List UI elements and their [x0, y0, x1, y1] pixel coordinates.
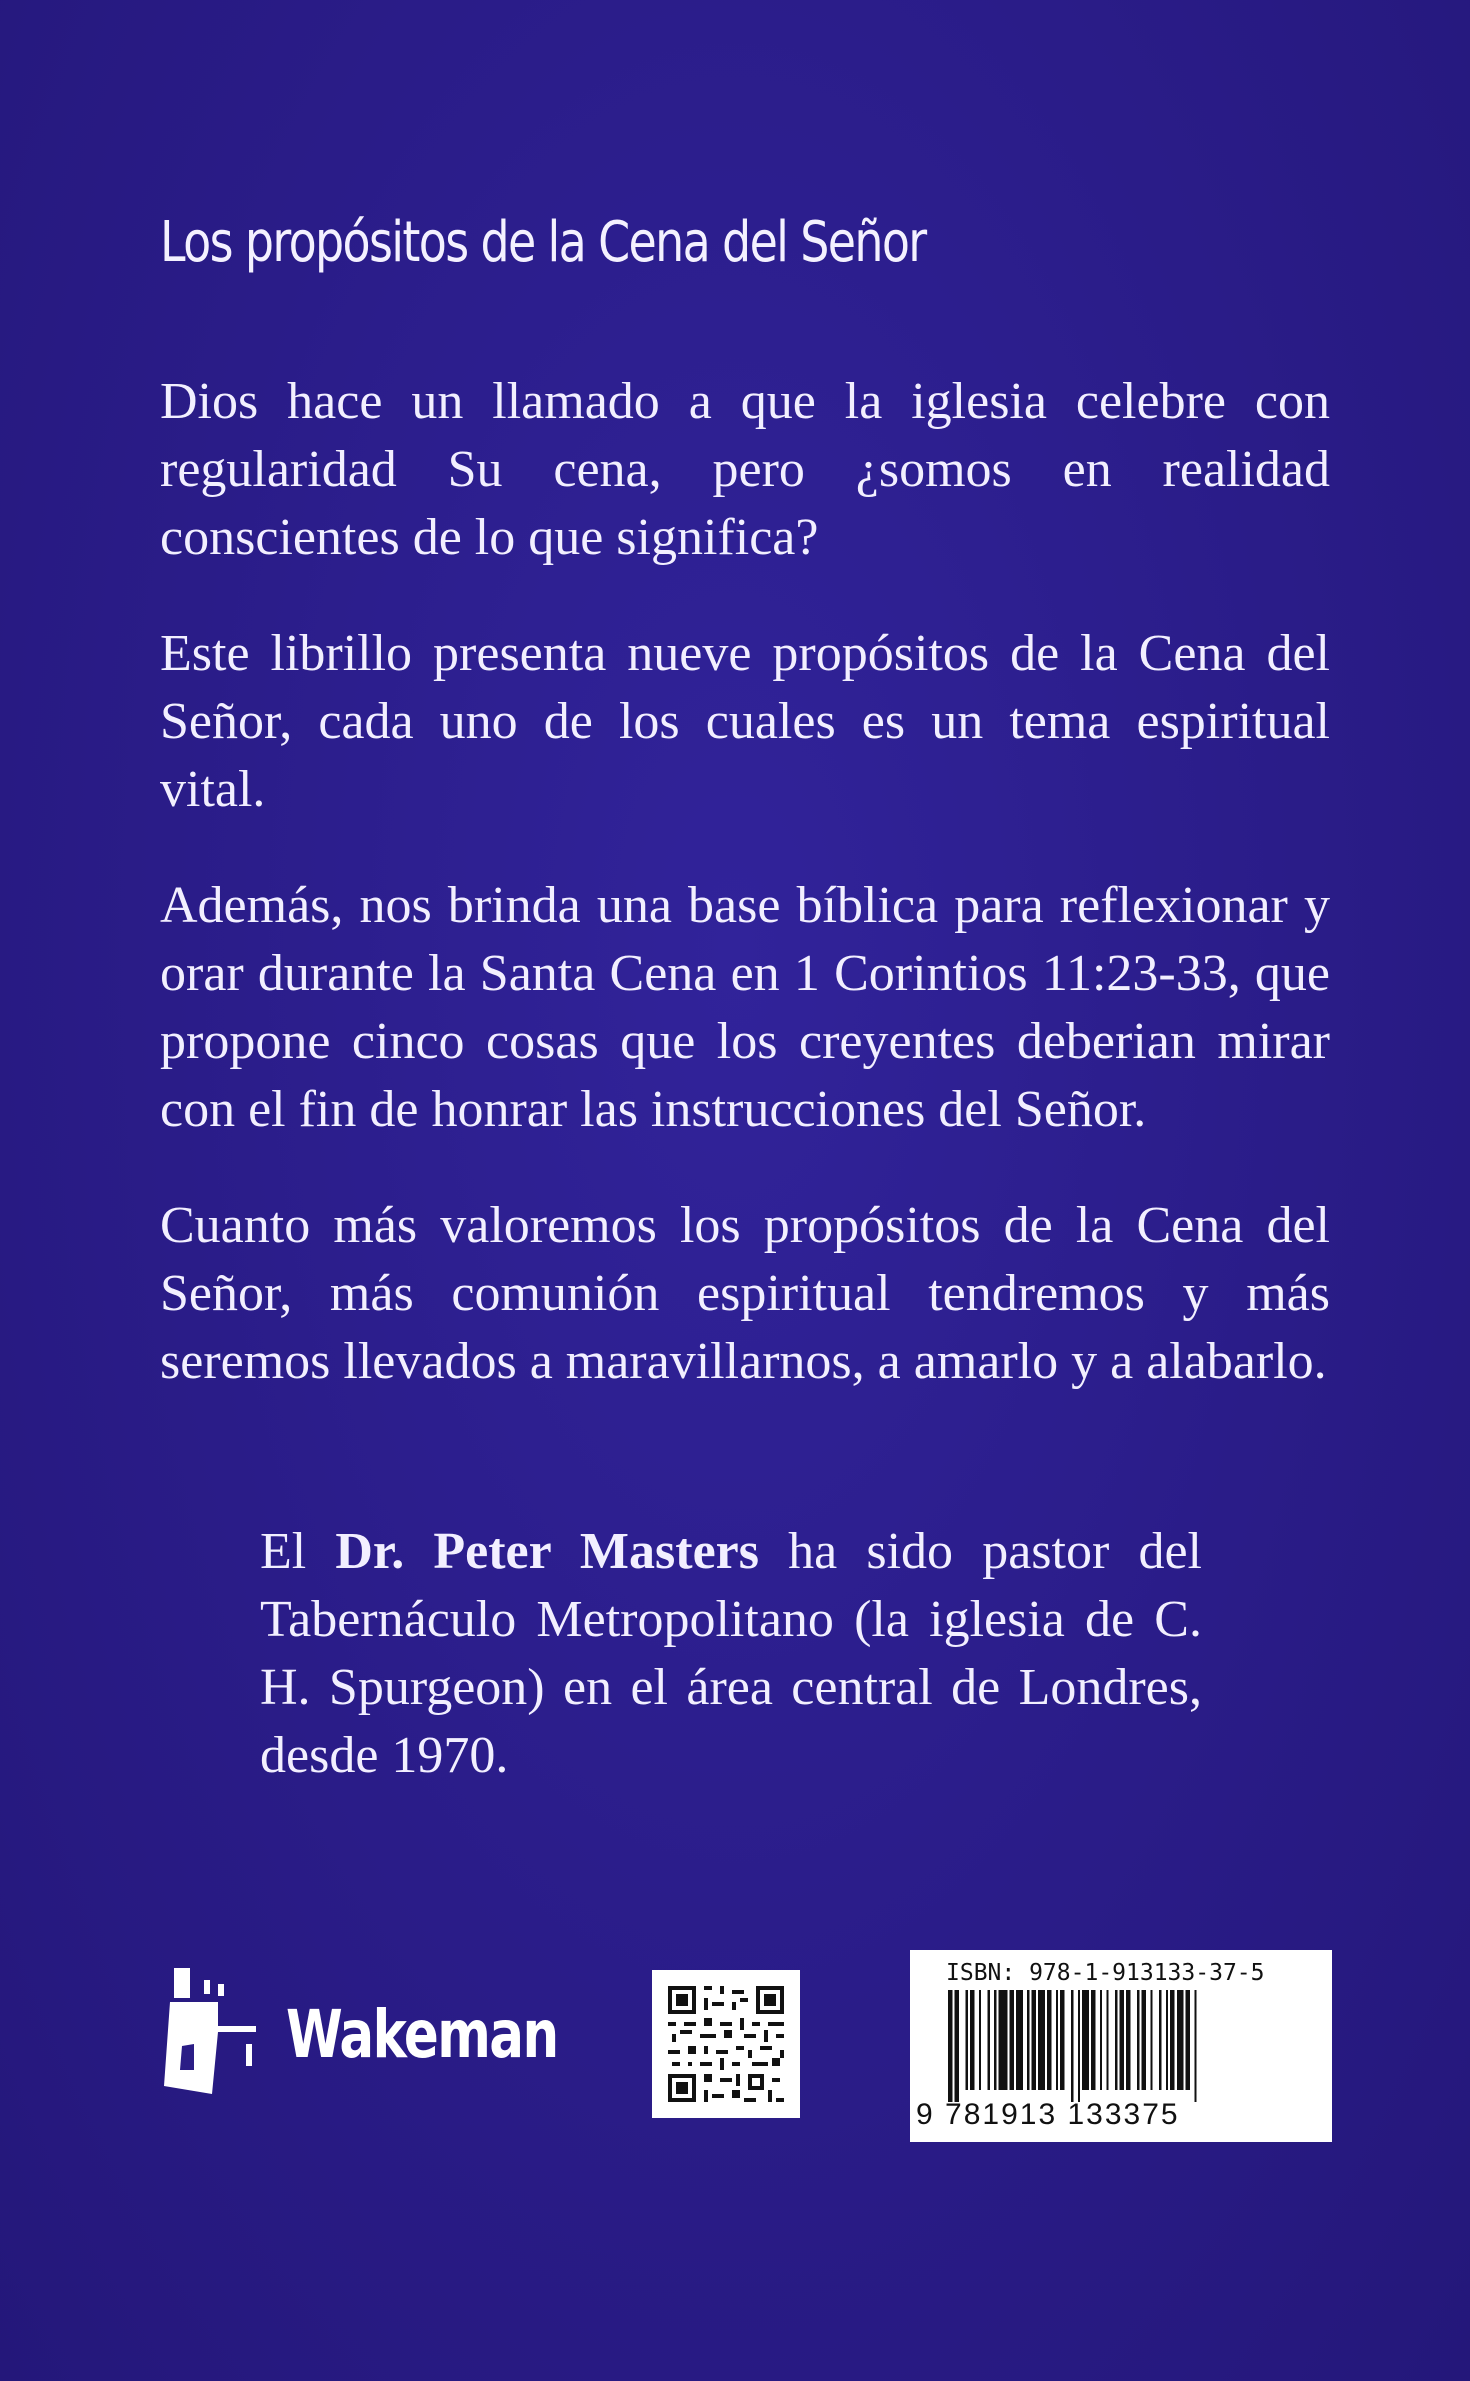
author-bio [260, 1518, 1202, 1790]
isbn-label: ISBN: 978-1-913133-37-5 [946, 1960, 1265, 1986]
isbn-barcode [910, 1950, 1332, 2142]
book-title: Los propósitos de la Cena del Señor [160, 210, 926, 275]
publisher-name: Wakeman [286, 1996, 558, 2073]
blurb-paragraph-1: Dios hace un llamado a que la iglesia celebre con regularidad Su cena, pero ¿somos en realidad conscientes de lo que significa? [160, 373, 1330, 566]
blurb-paragraph-4: Cuanto más valoremos los propósitos de la Cena del Señor, más comunión espiritual tendremos y más seremos llevados a maravillarnos, a amarlo y a alabarlo. [160, 1197, 1330, 1390]
qr-code-icon [652, 1970, 800, 2118]
publisher-logo [160, 1966, 580, 2106]
blurb [160, 368, 1330, 1444]
barcode-icon [920, 1990, 1322, 2102]
blurb-paragraph-3: Además, nos brinda una base bíblica para reflexionar y orar durante la Santa Cena en 1 Corintios 11:23-33, que propone cinco cosas que los creyentes deberian mirar con el fin de honrar las instrucciones del Señor. [160, 877, 1330, 1138]
author-bio-text: ha sido pastor del Tabernáculo Metropolitano (la iglesia de C. H. Spurgeon) en el área central de Londres, desde 1970. [260, 1523, 1202, 1784]
author-name: Dr. Peter Masters [335, 1523, 759, 1580]
barcode-digits: 9 781913 133375 [916, 2098, 1180, 2131]
castle-tower-icon [160, 1966, 270, 2096]
blurb-paragraph-2: Este librillo presenta nueve propósitos de la Cena del Señor, cada uno de los cuales es un tema espiritual vital. [160, 625, 1330, 818]
author-bio-prefix: El [260, 1523, 336, 1580]
